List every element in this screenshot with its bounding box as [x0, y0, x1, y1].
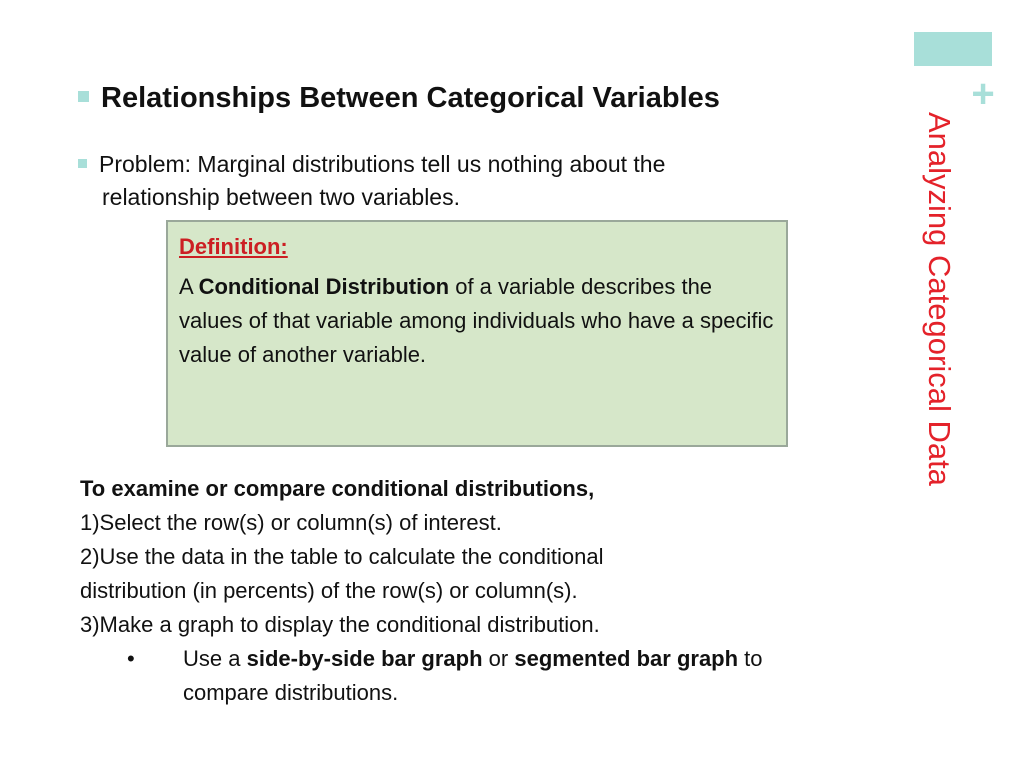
step-2b: distribution (in percents) of the row(s) or column(s).	[80, 578, 578, 603]
definition-rest: of a variable describes the values of that variable among individuals who have a specific value of another variable.	[179, 274, 774, 367]
definition-title: Definition:	[179, 234, 288, 259]
step-2a: 2)Use the data in the table to calculate the conditional	[80, 544, 604, 569]
bullet-text-b: side-by-side bar graph	[246, 646, 483, 671]
steps-intro	[80, 472, 820, 506]
problem-line-1: Problem: Marginal distributions tell us nothing about the	[99, 151, 666, 177]
bullet-text-e: to compare distributions.	[183, 646, 763, 705]
definition-text	[179, 270, 776, 372]
square-bullet-icon	[78, 91, 89, 102]
bullet-dot-icon: •	[127, 646, 135, 671]
steps-list	[80, 472, 820, 710]
step-1: 1)Select the row(s) or column(s) of interest.	[80, 510, 502, 535]
steps-intro-text: To examine or compare conditional distributions,	[80, 476, 595, 501]
teal-accent-bar	[914, 32, 992, 66]
heading-text: Relationships Between Categorical Variables	[101, 82, 720, 114]
problem-line-2: relationship between two variables.	[102, 184, 460, 210]
graph-bullet	[80, 642, 820, 710]
square-bullet-icon	[78, 159, 87, 168]
bullet-text-c: or	[482, 646, 515, 671]
definition-lead: A	[179, 274, 199, 299]
problem-statement	[78, 148, 838, 214]
bullet-text-d: segmented bar graph	[514, 646, 739, 671]
side-title: Analyzing Categorical Data	[922, 112, 957, 486]
bullet-text-a: Use a	[183, 646, 247, 671]
definition-term: Conditional Distribution	[198, 274, 450, 299]
slide-heading	[78, 80, 878, 116]
step-3: 3)Make a graph to display the conditional distribution.	[80, 612, 600, 637]
definition-box	[166, 220, 788, 447]
plus-icon: +	[971, 72, 995, 116]
